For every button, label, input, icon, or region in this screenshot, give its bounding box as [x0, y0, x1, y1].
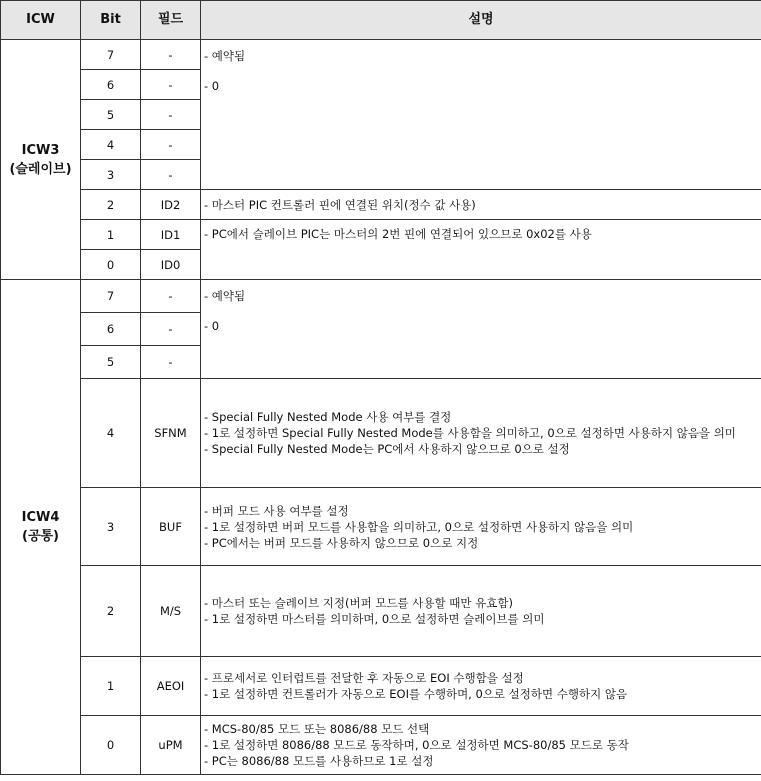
icw3-label-cell	[1, 40, 81, 280]
icw4-ms-desc	[201, 566, 761, 657]
field-cell: -	[141, 346, 201, 379]
field-cell: uPM	[141, 716, 201, 775]
field-cell: M/S	[141, 566, 201, 657]
field-cell: ID2	[141, 190, 201, 220]
bit-cell: 1	[81, 220, 141, 250]
desc-line: - 1로 설정하면 8086/88 모드로 동작하며, 0으로 설정하면 MCS-80/85 모드로 동작	[204, 738, 629, 752]
header-desc: 설명	[201, 1, 761, 40]
desc-line: - 1로 설정하면 컨트롤러가 자동으로 EOI를 수행하며, 0으로 설정하면 수행하지 않음	[204, 687, 628, 701]
field-cell: -	[141, 70, 201, 100]
field-cell: BUF	[141, 488, 201, 566]
bit-cell: 4	[81, 379, 141, 488]
field-cell: ID0	[141, 250, 201, 280]
icw4-sub: (공통)	[22, 529, 59, 544]
table-row	[1, 716, 761, 775]
field-cell: ID1	[141, 220, 201, 250]
table-row	[1, 657, 761, 716]
desc-line: - 버퍼 모드 사용 여부를 설정	[204, 503, 349, 518]
bit-cell: 3	[81, 160, 141, 190]
desc-line: - 1로 설정하면 버퍼 모드를 사용함을 의미하고, 0으로 설정하면 사용하지 않음을 의미	[204, 519, 634, 534]
icw3-sub: (슬레이브)	[9, 161, 72, 177]
header-icw: ICW	[1, 1, 81, 40]
desc-line: - 예약됨	[204, 49, 246, 63]
table-row	[1, 220, 761, 250]
icw4-buf-desc	[201, 488, 761, 566]
bit-cell: 5	[81, 100, 141, 130]
bit-cell: 2	[81, 566, 141, 657]
desc-line: - 마스터 또는 슬레이브 지정(버퍼 모드를 사용할 때만 유효함)	[204, 596, 513, 610]
icw4-aeoi-desc	[201, 657, 761, 716]
field-cell: -	[141, 313, 201, 346]
table-row	[1, 488, 761, 566]
table-row	[1, 566, 761, 657]
field-cell: -	[141, 160, 201, 190]
bit-cell: 5	[81, 346, 141, 379]
field-cell: -	[141, 40, 201, 70]
icw4-upm-desc	[201, 716, 761, 775]
field-cell: -	[141, 280, 201, 313]
table-row	[1, 280, 761, 313]
bit-cell: 6	[81, 70, 141, 100]
table-row	[1, 190, 761, 220]
icw4-reserved-desc	[201, 280, 761, 379]
header-bit: Bit	[81, 1, 141, 40]
bit-cell: 0	[81, 250, 141, 280]
desc-line: - PC에서는 버퍼 모드를 사용하지 않으므로 0으로 지정	[204, 535, 479, 550]
desc-line: - 1로 설정하면 Special Fully Nested Mode를 사용함을 의미하고, 0으로 설정하면 사용하지 않음을 의미	[204, 426, 736, 440]
bit-cell: 7	[81, 40, 141, 70]
field-cell: AEOI	[141, 657, 201, 716]
icw4-label-cell	[1, 280, 81, 775]
header-field: 필드	[141, 1, 201, 40]
desc-line: - 1로 설정하면 마스터를 의미하며, 0으로 설정하면 슬레이브를 의미	[204, 612, 545, 626]
bit-cell: 2	[81, 190, 141, 220]
desc-line: - 0	[204, 319, 220, 333]
field-cell: -	[141, 130, 201, 160]
field-cell: -	[141, 100, 201, 130]
bit-cell: 3	[81, 488, 141, 566]
desc-line: - MCS-80/85 모드 또는 8086/88 모드 선택	[204, 722, 430, 736]
desc-line: - 예약됨	[204, 289, 246, 303]
bit-cell: 6	[81, 313, 141, 346]
icw3-id1-desc: - PC에서 슬레이브 PIC는 마스터의 2번 핀에 연결되어 있으므로 0x02를 사용	[201, 220, 761, 280]
table-row	[1, 379, 761, 488]
field-cell: SFNM	[141, 379, 201, 488]
icw3-name: ICW3	[21, 142, 60, 158]
table-row	[1, 40, 761, 70]
header-row	[1, 1, 761, 40]
desc-line: - 0	[204, 79, 220, 93]
desc-line: - Special Fully Nested Mode 사용 여부를 결정	[204, 410, 452, 424]
bit-cell: 7	[81, 280, 141, 313]
desc-line: - Special Fully Nested Mode는 PC에서 사용하지 않으므로 0으로 설정	[204, 442, 570, 456]
icw4-sfnm-desc	[201, 379, 761, 488]
bit-cell: 0	[81, 716, 141, 775]
icw3-reserved-desc	[201, 40, 761, 190]
icw4-name: ICW4	[21, 510, 60, 525]
bit-cell: 1	[81, 657, 141, 716]
icw3-id2-desc: - 마스터 PIC 컨트롤러 핀에 연결된 위치(정수 값 사용)	[201, 190, 761, 220]
desc-line: - PC는 8086/88 모드를 사용하므로 1로 설정	[204, 754, 434, 768]
bit-cell: 4	[81, 130, 141, 160]
desc-line: - 프로세서로 인터럽트를 전달한 후 자동으로 EOI 수행함을 설정	[204, 671, 524, 685]
